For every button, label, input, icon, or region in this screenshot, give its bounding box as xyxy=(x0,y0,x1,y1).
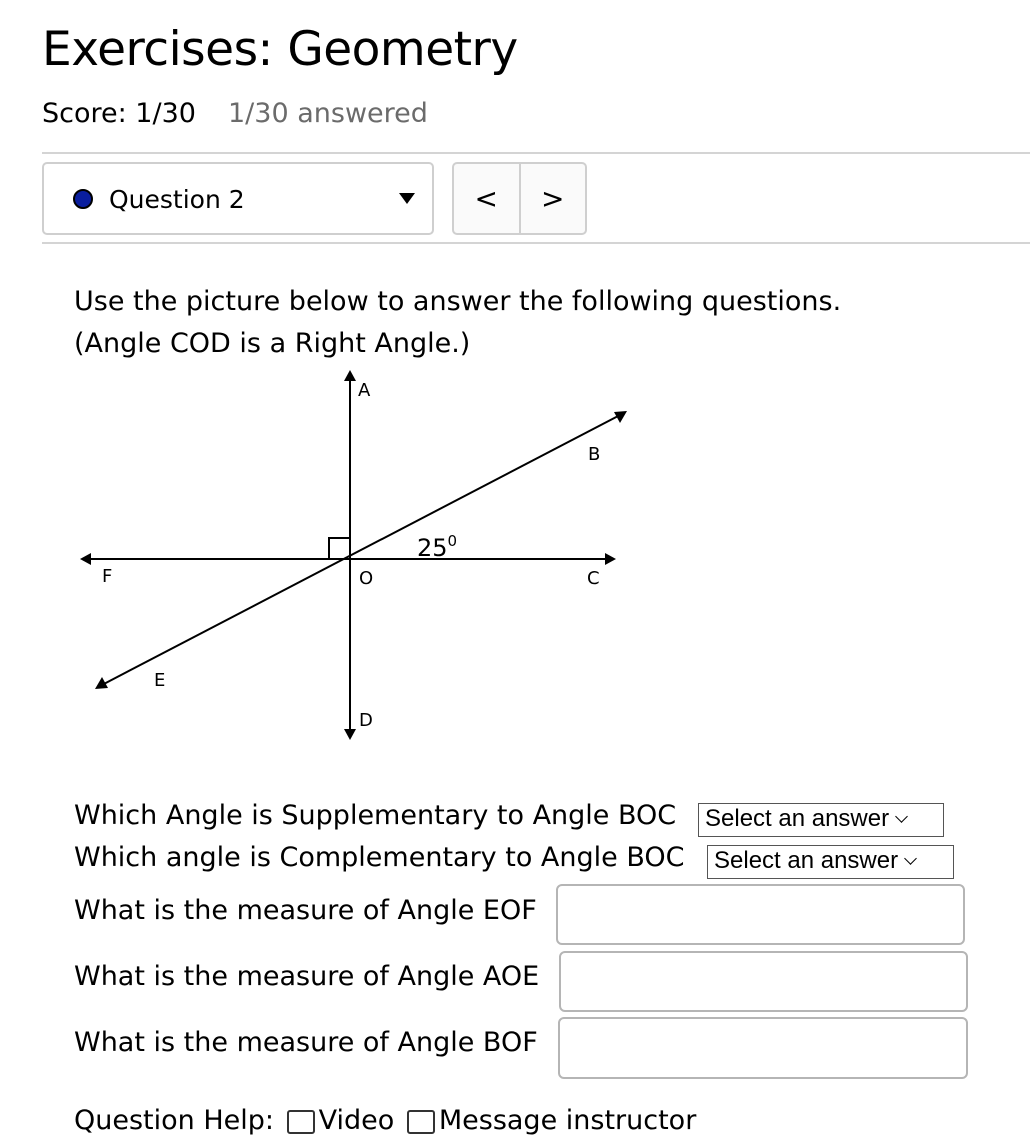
angle-measure-label xyxy=(417,532,457,562)
label-d: D xyxy=(359,710,373,731)
answered-count: 1/30 answered xyxy=(228,98,428,129)
score-text: Score: 1/30 xyxy=(42,98,196,129)
chevron-left-icon: < xyxy=(474,182,498,215)
message-instructor-link[interactable]: Message instructor xyxy=(438,1105,697,1136)
question-1-text: Which Angle is Supplementary to Angle BOC xyxy=(74,800,677,831)
label-b: B xyxy=(588,444,601,465)
label-e: E xyxy=(154,670,166,691)
line-eb xyxy=(100,414,622,686)
video-link[interactable]: Video xyxy=(318,1105,395,1136)
label-o: O xyxy=(359,568,374,589)
angle-value: 25 xyxy=(417,534,448,562)
select-value: Select an answer xyxy=(705,805,890,832)
chevron-down-icon xyxy=(895,810,908,823)
degree-mark: 0 xyxy=(447,532,458,550)
prompt-line-2: (Angle COD is a Right Angle.) xyxy=(74,328,471,359)
question-3-text: What is the measure of Angle EOF xyxy=(74,895,537,926)
question-2-text: Which angle is Complementary to Angle BOC xyxy=(74,842,685,873)
question-select-label: Question 2 xyxy=(109,185,245,214)
right-angle-marker xyxy=(329,538,350,559)
angle-eof-input[interactable] xyxy=(556,884,965,945)
chevron-down-icon xyxy=(904,852,917,865)
angle-bof-input[interactable] xyxy=(558,1017,968,1079)
label-c: C xyxy=(587,568,600,589)
angle-diagram xyxy=(70,368,640,748)
prompt-line-1: Use the picture below to answer the following questions. xyxy=(74,286,842,317)
video-icon[interactable] xyxy=(287,1110,315,1134)
question-status-dot-icon xyxy=(73,189,93,209)
next-question-button[interactable] xyxy=(521,164,586,233)
label-a: A xyxy=(358,380,371,401)
question-nav-group xyxy=(452,162,587,235)
angle-aoe-input[interactable] xyxy=(559,951,968,1012)
complementary-answer-select[interactable] xyxy=(707,845,954,879)
message-icon[interactable] xyxy=(407,1110,435,1134)
question-select[interactable] xyxy=(42,162,434,235)
chevron-right-icon: > xyxy=(541,182,565,215)
supplementary-answer-select[interactable] xyxy=(698,803,944,837)
divider xyxy=(42,242,1030,244)
question-help-label: Question Help: xyxy=(74,1105,274,1136)
arrow-a-icon xyxy=(344,370,356,381)
question-4-text: What is the measure of Angle AOE xyxy=(74,961,540,992)
select-value: Select an answer xyxy=(714,847,899,874)
page-title: Exercises: Geometry xyxy=(42,22,518,77)
caret-down-icon xyxy=(399,193,415,204)
arrow-c-icon xyxy=(605,553,616,565)
divider xyxy=(42,152,1030,154)
label-f: F xyxy=(102,566,113,587)
question-5-text: What is the measure of Angle BOF xyxy=(74,1027,538,1058)
arrow-d-icon xyxy=(344,729,356,740)
previous-question-button[interactable] xyxy=(454,164,521,233)
question-help-bar xyxy=(74,1105,696,1136)
question-prompt xyxy=(74,281,841,365)
arrow-f-icon xyxy=(80,553,91,565)
